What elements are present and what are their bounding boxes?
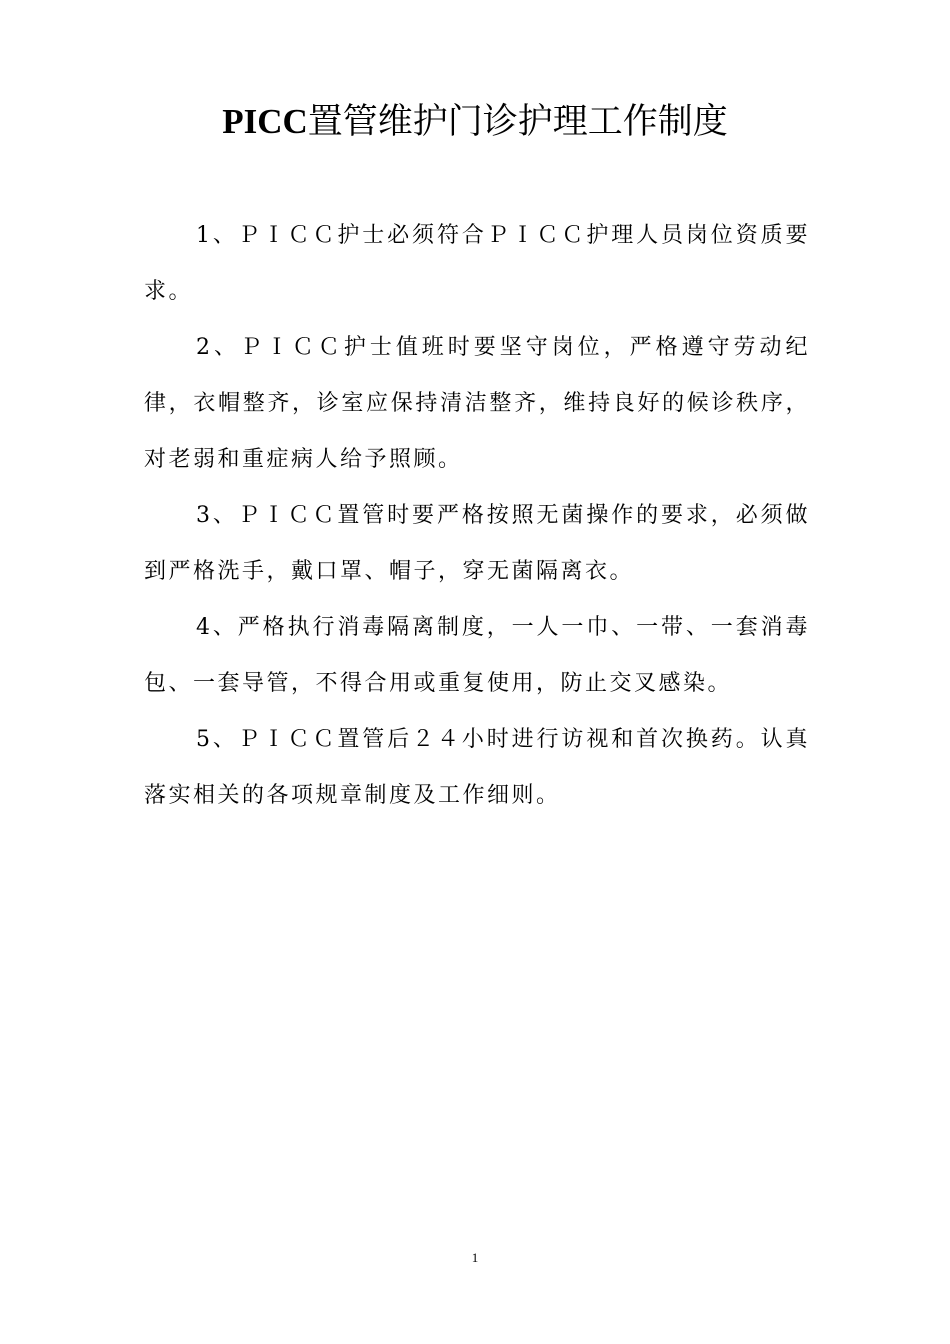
page-title-cjk: 置管维护门诊护理工作制度 xyxy=(307,102,728,142)
page-title-latin: PICC xyxy=(222,102,308,141)
paragraph-3: 3、ＰＩＣＣ置管时要严格按照无菌操作的要求，必须做到严格洗手，戴口罩、帽子，穿无菌隔离衣。 xyxy=(144,503,810,584)
page-number: 1 xyxy=(471,1250,479,1265)
document-body xyxy=(144,208,810,824)
paragraph-1: 1、ＰＩＣＣ护士必须符合ＰＩＣＣ护理人员岗位资质要求。 xyxy=(144,223,810,304)
paragraph-2: 2、ＰＩＣＣ护士值班时要坚守岗位，严格遵守劳动纪律，衣帽整齐，诊室应保持清洁整齐，维持良好的候诊秩序，对老弱和重症病人给予照顾。 xyxy=(144,335,810,472)
paragraph-4: 4、严格执行消毒隔离制度，一人一巾、一带、一套消毒包、一套导管，不得合用或重复使用，防止交叉感染。 xyxy=(144,615,810,696)
page-title xyxy=(0,96,950,148)
paragraph-5: 5、ＰＩＣＣ置管后２４小时进行访视和首次换药。认真落实相关的各项规章制度及工作细则。 xyxy=(144,727,810,808)
